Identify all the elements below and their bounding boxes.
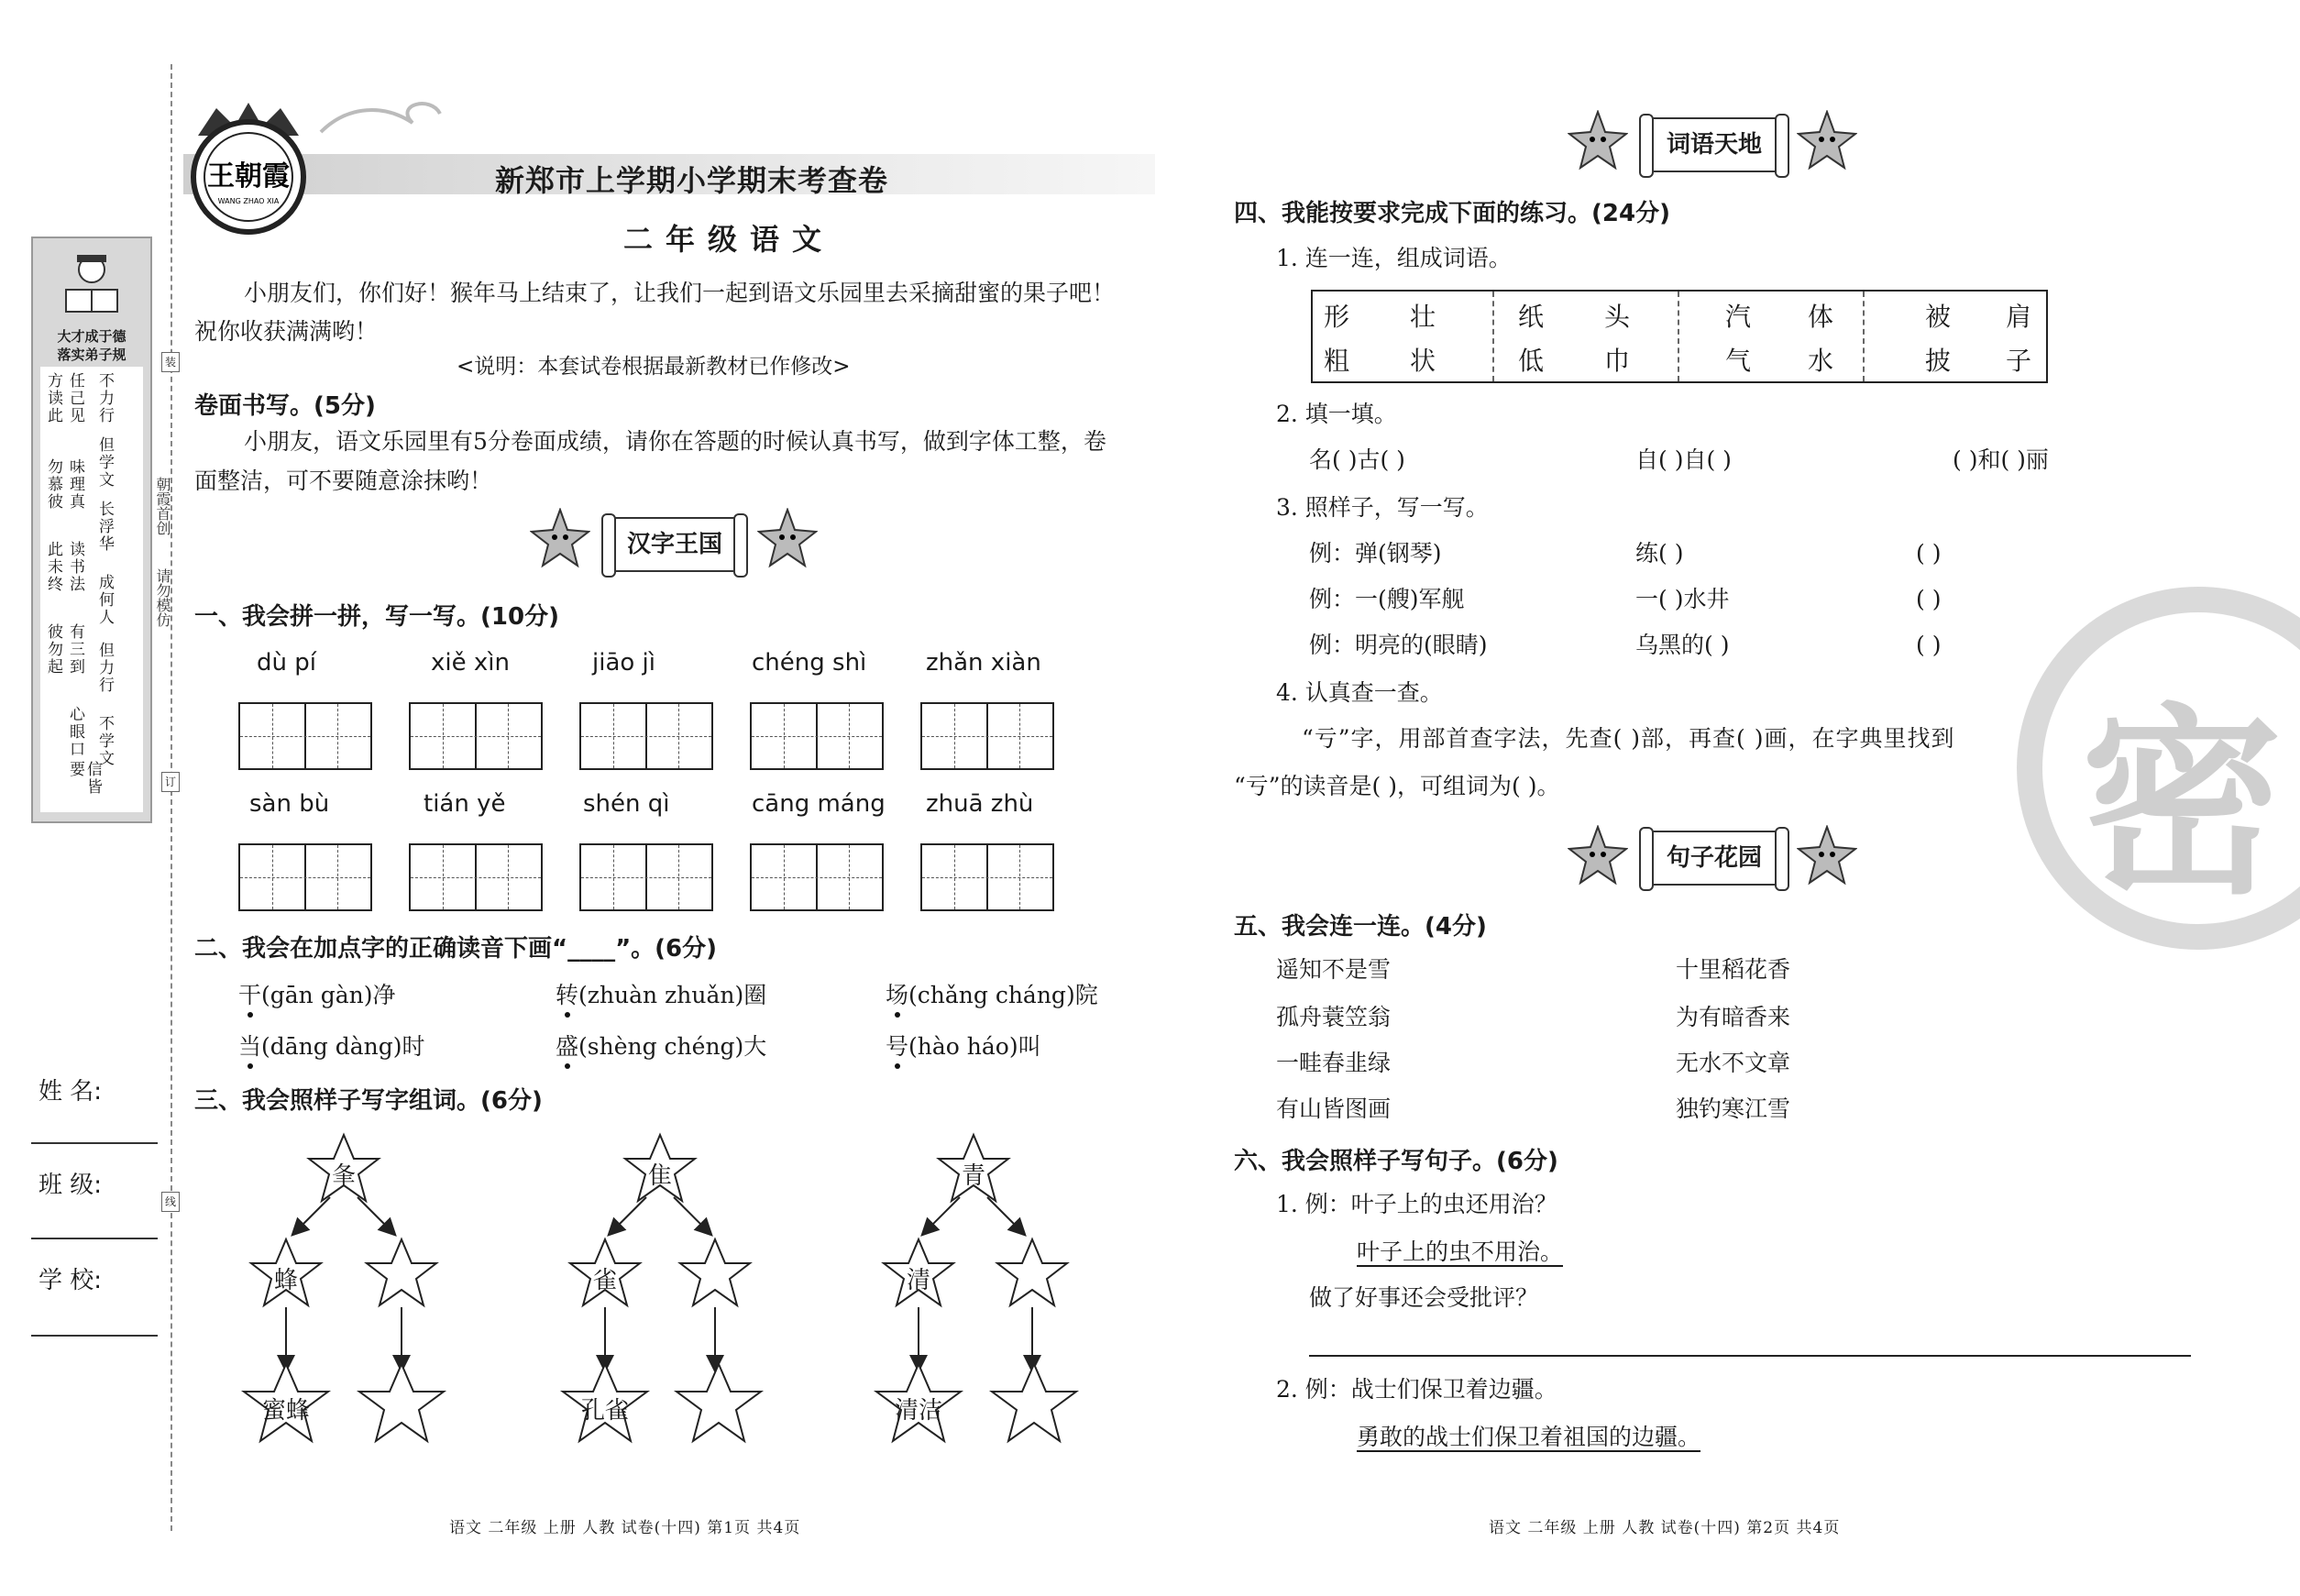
intro-line-1: 小朋友们，你们好！猴年马上结束了，让我们一起到语文乐园里去采摘甜蜜的果子吧！ xyxy=(244,280,1116,306)
margin-note-2: 请勿模仿 xyxy=(154,568,171,627)
q6-example-2: 2. 例：战士们保卫着边疆。 xyxy=(1276,1376,1557,1403)
example-fill[interactable]: ( ) xyxy=(1916,540,1942,567)
q2-item[interactable] xyxy=(556,1029,766,1065)
match-char[interactable]: 状 xyxy=(1410,346,1436,376)
writing-grid[interactable] xyxy=(750,843,884,911)
motto-line-1: 大才成于德 xyxy=(57,328,127,345)
poem-line-left[interactable]: 孤舟蓑笠翁 xyxy=(1276,1004,1392,1030)
star-mascot-icon xyxy=(530,508,590,568)
match-char[interactable]: 被 xyxy=(1925,302,1952,332)
dotted-char: 盛 xyxy=(556,1033,579,1060)
writing-grid[interactable] xyxy=(920,843,1054,911)
motto-col: 成何人 xyxy=(95,574,114,626)
answer-line[interactable] xyxy=(1309,1355,2191,1357)
q2-item[interactable] xyxy=(886,1029,1041,1065)
scholar-icon xyxy=(55,248,128,321)
motto-col: 心眼口 xyxy=(66,706,84,758)
star-mascot-icon xyxy=(1568,825,1628,886)
binding-dashed-line xyxy=(171,64,172,1531)
word-match-table[interactable] xyxy=(1311,290,2048,383)
q2-options: (zhuàn zhuǎn)圈 xyxy=(578,982,767,1008)
tree-root-char: 夆 xyxy=(331,1162,356,1190)
star-mascot-icon xyxy=(757,508,818,568)
writing-grid[interactable] xyxy=(409,702,543,770)
poem-line-right[interactable]: 无水不文章 xyxy=(1676,1050,1791,1076)
example-fill[interactable]: ( ) xyxy=(1916,586,1942,612)
writing-grid[interactable] xyxy=(238,702,372,770)
neatness-title: 卷面书写。(5分) xyxy=(194,392,376,420)
edition-note: <说明：本套试卷根据最新教材已作修改> xyxy=(457,355,851,379)
q6-question-1: 做了好事还会受批评？ xyxy=(1309,1284,1539,1311)
ribbon-decoration xyxy=(312,95,449,150)
binding-seal: 订 xyxy=(161,772,180,792)
example-item: 例：弹(钢琴) xyxy=(1309,540,1442,567)
tree-word: 蜜蜂 xyxy=(261,1397,310,1425)
neatness-line-2: 面整洁，可不要随意涂抹哟！ xyxy=(194,468,493,494)
motto-col: 方读此 xyxy=(44,372,62,424)
motto-col: 此未终 xyxy=(44,541,62,593)
tree-word: 孔雀 xyxy=(580,1397,629,1425)
q2-item[interactable] xyxy=(238,977,396,1014)
writing-grid[interactable] xyxy=(920,702,1054,770)
q2-options: (hào háo)叫 xyxy=(908,1033,1041,1060)
match-char[interactable]: 头 xyxy=(1604,302,1631,332)
star-mascot-icon xyxy=(1797,110,1857,171)
poem-line-left[interactable]: 遥知不是雪 xyxy=(1276,956,1392,983)
q5-title: 五、我会连一连。(4分) xyxy=(1234,913,1487,941)
q2-options: (chǎng cháng)院 xyxy=(908,982,1098,1008)
motto-col: 彼勿起 xyxy=(44,623,62,676)
example-item: 例：明亮的(眼睛) xyxy=(1309,632,1488,658)
match-char[interactable]: 壮 xyxy=(1410,302,1436,332)
match-char[interactable]: 肩 xyxy=(2006,302,2032,332)
q2-item[interactable] xyxy=(238,1029,425,1065)
star-mascot-icon xyxy=(1797,825,1857,886)
writing-grid[interactable] xyxy=(238,843,372,911)
pinyin: zhuā zhù xyxy=(926,790,1034,818)
footer-page-1: 语文 二年级 上册 人教 试卷(十四) 第1页 共4页 xyxy=(449,1519,801,1537)
motto-col: 长浮华 xyxy=(95,501,114,553)
q2-item[interactable] xyxy=(886,977,1098,1014)
motto-col: 不力行 xyxy=(95,372,114,424)
example-fill[interactable]: ( ) xyxy=(1916,632,1942,658)
q4-sub1: 1. 连一连，组成词语。 xyxy=(1276,245,1512,271)
section-banner-sentences: 句子花园 xyxy=(1646,831,1782,886)
motto-col: 勿慕彼 xyxy=(44,458,62,511)
example-fill[interactable]: 一( )水井 xyxy=(1635,586,1730,612)
match-char[interactable]: 形 xyxy=(1324,302,1350,332)
writing-grid[interactable] xyxy=(409,843,543,911)
q1-title: 一、我会拼一拼，写一写。(10分) xyxy=(194,603,559,631)
brand-logo xyxy=(180,99,317,237)
pinyin: zhǎn xiàn xyxy=(926,649,1041,677)
match-char[interactable]: 粗 xyxy=(1324,346,1350,376)
pinyin: shén qì xyxy=(583,790,670,818)
poem-line-right[interactable]: 为有暗香来 xyxy=(1676,1004,1791,1030)
q6-title: 六、我会照样子写句子。(6分) xyxy=(1234,1148,1558,1175)
fill-item[interactable]: 名( )古( ) xyxy=(1309,446,1405,473)
class-label: 班 级: xyxy=(39,1172,103,1199)
exam-title: 新郑市上学期小学期末考查卷 xyxy=(495,163,889,198)
motto-text-area xyxy=(40,367,143,812)
motto-line-2: 落实弟子规 xyxy=(57,347,127,363)
brand-name: 王朝霞 xyxy=(207,160,290,193)
dictionary-line-1[interactable]: “亏”字，用部首查字法，先查( )部，再查( )画，在字典里找到 xyxy=(1302,725,1955,752)
example-item: 例：一(艘)军舰 xyxy=(1309,586,1465,612)
motto-col: 味理真 xyxy=(66,458,84,511)
q2-options: (dāng dàng)时 xyxy=(261,1033,425,1060)
dotted-char: 号 xyxy=(886,1033,909,1060)
motto-col: 不学文 xyxy=(95,715,114,767)
brand-sub: WANG ZHAO XIA xyxy=(217,197,280,205)
writing-grid[interactable] xyxy=(750,702,884,770)
motto-col: 但学文 xyxy=(95,436,114,489)
q2-title: 二、我会在加点字的正确读音下画“____”。(6分) xyxy=(194,935,718,963)
fill-item[interactable]: 自( )自( ) xyxy=(1635,446,1732,473)
section-banner-words: 词语天地 xyxy=(1646,117,1782,172)
pinyin: xiě xìn xyxy=(431,649,510,677)
match-char[interactable]: 水 xyxy=(1808,346,1834,376)
star-mascot-icon xyxy=(1568,110,1628,171)
section-banner-hanzi: 汉字王国 xyxy=(609,517,741,572)
writing-grid[interactable] xyxy=(579,843,713,911)
match-char[interactable]: 气 xyxy=(1725,346,1752,376)
school-field[interactable] xyxy=(31,1335,158,1337)
fill-item[interactable]: ( )和( )丽 xyxy=(1953,446,2049,473)
match-char[interactable]: 披 xyxy=(1925,346,1952,376)
pinyin: jiāo jì xyxy=(592,649,655,677)
example-fill[interactable]: 乌黑的( ) xyxy=(1635,632,1730,658)
dotted-char: 当 xyxy=(238,1033,262,1060)
q4-sub3: 3. 照样子，写一写。 xyxy=(1276,494,1489,521)
motto-col: 读书法 xyxy=(66,541,84,593)
margin-note-1: 朝霞首创 xyxy=(154,477,171,535)
poem-line-right[interactable]: 独钓寒江雪 xyxy=(1676,1095,1791,1122)
motto-col: 任己见 xyxy=(66,372,84,424)
q4-sub2: 2. 填一填。 xyxy=(1276,401,1397,427)
tree-root-char: 青 xyxy=(961,1162,985,1190)
match-char[interactable]: 纸 xyxy=(1518,302,1545,332)
dotted-char: 转 xyxy=(556,982,579,1008)
pinyin: tián yě xyxy=(424,790,506,818)
tree-word: 清洁 xyxy=(894,1397,942,1425)
name-label: 姓 名: xyxy=(39,1078,103,1106)
tree-left-char: 雀 xyxy=(592,1267,617,1294)
motto-panel xyxy=(31,237,152,823)
pinyin: cāng máng xyxy=(752,790,886,818)
writing-grid[interactable] xyxy=(579,702,713,770)
poem-line-right[interactable]: 十里稻花香 xyxy=(1676,956,1791,983)
match-char[interactable]: 低 xyxy=(1518,346,1545,376)
q6-example-2-answer: 勇敢的战士们保卫着祖国的边疆。 xyxy=(1357,1424,1701,1450)
match-char[interactable]: 体 xyxy=(1808,302,1834,332)
school-label: 学 校: xyxy=(39,1267,103,1294)
footer-page-2: 语文 二年级 上册 人教 试卷(十四) 第2页 共4页 xyxy=(1489,1519,1841,1537)
watermark-char: 密 xyxy=(2081,687,2283,921)
q2-item[interactable] xyxy=(556,977,766,1014)
q3-title: 三、我会照样子写字组词。(6分) xyxy=(194,1087,543,1115)
q6-example-1: 1. 例：叶子上的虫还用治？ xyxy=(1276,1191,1557,1217)
poem-line-left[interactable]: 一畦春韭绿 xyxy=(1276,1050,1392,1076)
q2-options: (gān gàn)净 xyxy=(261,982,396,1008)
match-char[interactable]: 汽 xyxy=(1725,302,1752,332)
example-fill[interactable]: 练( ) xyxy=(1635,540,1684,567)
tree-left-char: 蜂 xyxy=(273,1267,298,1294)
pinyin: sàn bù xyxy=(249,790,330,818)
q2-options: (shèng chéng)大 xyxy=(578,1033,767,1060)
dictionary-line-2[interactable]: “亏”的读音是( )，可组词为( )。 xyxy=(1234,773,1560,799)
tree-left-char: 清 xyxy=(906,1267,930,1294)
class-field[interactable] xyxy=(31,1238,158,1239)
match-char[interactable]: 子 xyxy=(2006,346,2032,376)
motto-col: 有三到 xyxy=(66,623,84,676)
pinyin: dù pí xyxy=(257,649,316,677)
q4-sub4: 4. 认真查一查。 xyxy=(1276,679,1443,706)
name-field[interactable] xyxy=(31,1142,158,1144)
match-char[interactable]: 巾 xyxy=(1604,346,1631,376)
dotted-char: 干 xyxy=(238,982,262,1008)
poem-line-left[interactable]: 有山皆图画 xyxy=(1276,1095,1392,1122)
motto-col: 但力行 xyxy=(95,642,114,694)
q4-title: 四、我能按要求完成下面的练习。(24分) xyxy=(1234,200,1670,227)
dotted-char: 场 xyxy=(886,982,909,1008)
exam-subtitle: 二年级语文 xyxy=(623,222,835,257)
pinyin: chéng shì xyxy=(752,649,867,677)
motto-col: 信皆要 xyxy=(66,761,102,796)
intro-line-2: 祝你收获满满哟！ xyxy=(194,318,379,345)
binding-seal: 线 xyxy=(161,1192,180,1212)
neatness-line-1: 小朋友，语文乐园里有5分卷面成绩，请你在答题的时候认真书写，做到字体工整，卷 xyxy=(244,428,1106,455)
q6-example-1-answer: 叶子上的虫不用治。 xyxy=(1357,1238,1564,1265)
tree-root-char: 隹 xyxy=(647,1162,672,1190)
binding-seal: 装 xyxy=(161,352,180,372)
